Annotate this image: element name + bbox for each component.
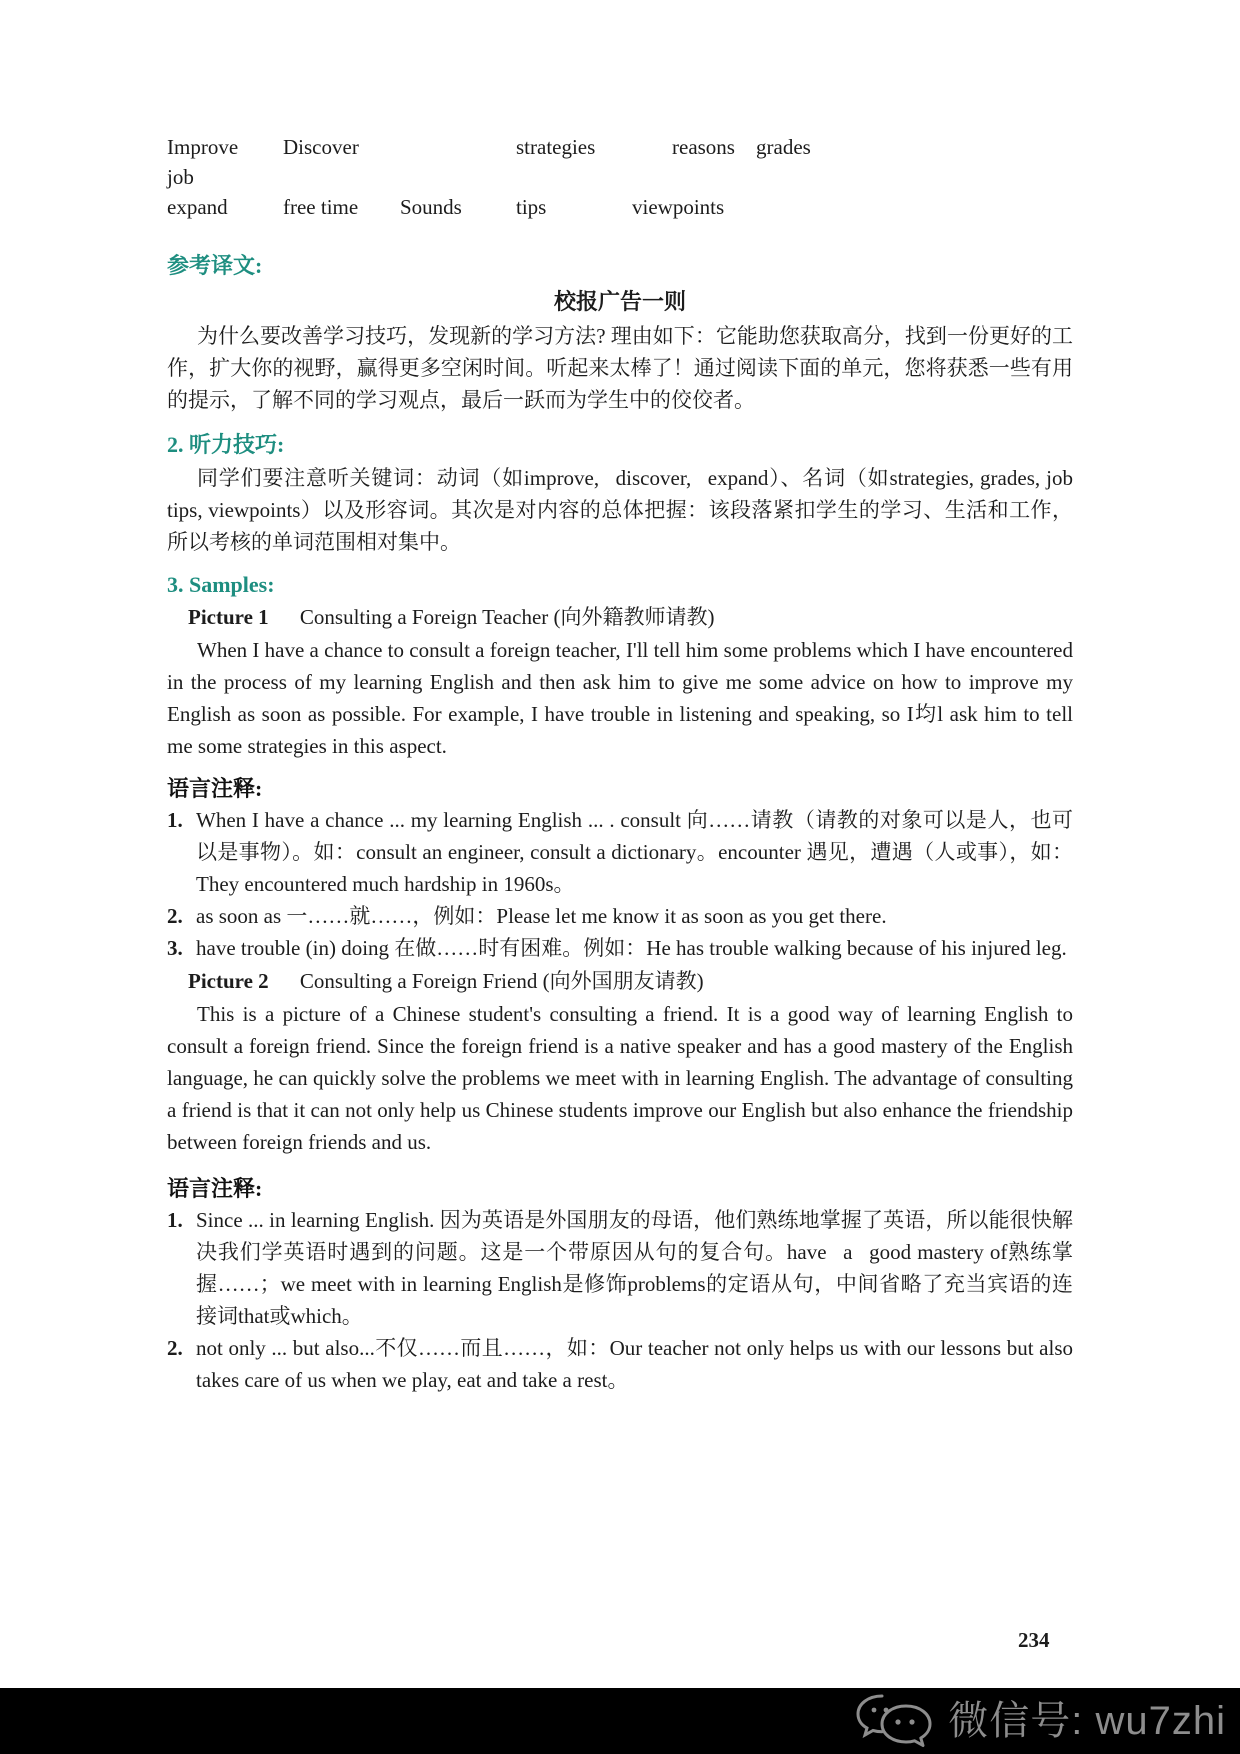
word-job: job — [167, 165, 194, 189]
picture2-title: Consulting a Foreign Friend (向外国朋友请教) — [299, 969, 704, 993]
word-free-time: free time — [283, 195, 359, 219]
listening-body: 同学们要注意听关键词：动词（如improve, discover, expand）、名词（如strategies, grades, job tips, viewpoints）以及形容词。其次是对内容的总体把握：该段落紧扣学生的学习、生活和工作，所以考核的单词范围相对集中。 — [167, 466, 1073, 554]
watermark-text: 微信号: wu7zhi — [948, 1699, 1226, 1743]
word-list-row-3 — [167, 195, 1073, 225]
picture2-caption — [167, 966, 1073, 996]
notes1-list — [167, 804, 1073, 964]
word-strategies: strategies — [516, 135, 596, 159]
list-item — [167, 932, 1073, 964]
wechat-icon — [854, 1690, 938, 1753]
word-list-row-2 — [167, 165, 1073, 195]
note-number: 3. — [167, 936, 183, 960]
notes1-heading: 语言注释: — [167, 776, 263, 801]
page-content — [167, 0, 1073, 1396]
note-text: have trouble (in) doing 在做……时有困难。例如：He has trouble walking because of his injured leg. — [196, 936, 1067, 960]
note-text: When I have a chance ... my learning English ... . consult 向……请教（请教的对象可以是人，也可以是事物）。如：consult an engineer, consult a dictionary。encounter 遇见，遭遇（人或事），如：They encountered much hardship in 1960s。 — [196, 808, 1073, 896]
word-expand: expand — [167, 195, 228, 219]
picture2-body: This is a picture of a Chinese student's consulting a friend. It is a good way of learning English to consult a foreign friend. Since the foreign friend is a native speaker and has a good mastery of the English language, he can quickly solve the problems we meet with in learning English. The advantage of consulting a friend is that it can not only help us Chinese students improve our English but also enhance the friendship between foreign friends and us. — [167, 1002, 1073, 1154]
picture2-label: Picture 2 — [188, 969, 269, 993]
translation-title: 校报广告一则 — [553, 289, 686, 314]
notes2-heading: 语言注释: — [167, 1176, 263, 1201]
page-number: 234 — [1018, 1628, 1050, 1652]
list-item — [167, 1204, 1073, 1332]
word-tips: tips — [516, 195, 547, 219]
picture1-caption — [167, 602, 1073, 632]
picture1-title: Consulting a Foreign Teacher (向外籍教师请教) — [299, 605, 715, 629]
list-item — [167, 804, 1073, 900]
word-improve: Improve — [167, 135, 239, 159]
notes2-list — [167, 1204, 1073, 1396]
samples-heading: 3. Samples: — [167, 572, 275, 597]
note-text: not only ... but also...不仅……而且……，如：Our teacher not only helps us with our lessons but also takes care of us when we play, eat and take a rest。 — [196, 1336, 1073, 1392]
word-list — [167, 135, 1073, 225]
note-text: Since ... in learning English. 因为英语是外国朋友的母语，他们熟练地掌握了英语，所以能很快解决我们学英语时遇到的问题。这是一个带原因从句的复合句。have a good mastery of熟练掌握……；we meet with in learning English是修饰problems的定语从句，中间省略了充当宾语的连接词that或which。 — [196, 1208, 1073, 1328]
word-sounds: Sounds — [400, 195, 462, 219]
picture1-label: Picture 1 — [188, 605, 269, 629]
note-number: 2. — [167, 904, 183, 928]
note-number: 1. — [167, 808, 183, 832]
word-list-row-1 — [167, 135, 1073, 165]
watermark-footer — [0, 1688, 1240, 1754]
note-text: as soon as 一……就……，例如：Please let me know it as soon as you get there. — [196, 904, 887, 928]
listening-heading: 2. 听力技巧: — [167, 432, 285, 457]
note-number: 1. — [167, 1208, 183, 1232]
list-item — [167, 900, 1073, 932]
word-viewpoints: viewpoints — [632, 195, 725, 219]
translation-body: 为什么要改善学习技巧，发现新的学习方法? 理由如下：它能助您获取高分，找到一份更好的工作，扩大你的视野，赢得更多空闲时间。听起来太棒了！通过阅读下面的单元，您将获悉一些有用的提示，了解不同的学习观点，最后一跃而为学生中的佼佼者。 — [167, 324, 1073, 412]
word-reasons: reasons — [672, 135, 735, 159]
picture1-body: When I have a chance to consult a foreign teacher, I'll tell him some problems which I have encountered in the process of my learning English and then ask him to give me some advice on how to improve my English as soon as possible. For example, I have trouble in listening and speaking, so I均l ask him to tell me some strategies in this aspect. — [167, 638, 1073, 758]
word-discover: Discover — [283, 135, 359, 159]
note-number: 2. — [167, 1336, 183, 1360]
translation-heading: 参考译文: — [167, 253, 263, 278]
word-grades: grades — [756, 135, 811, 159]
list-item — [167, 1332, 1073, 1396]
